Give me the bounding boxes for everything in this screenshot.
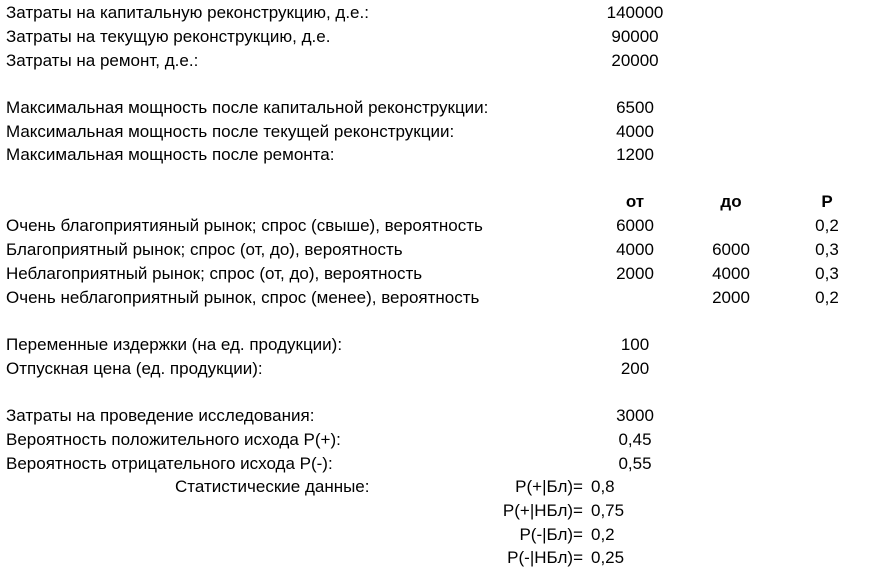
market-probability: 0,2 (815, 288, 839, 307)
cost-value: 140000 (606, 3, 664, 22)
statistics-key: P(+|Бл)= (515, 477, 583, 496)
market-row-favorable (0, 238, 875, 262)
statistics-row-1 (0, 475, 875, 499)
capacity-row-capital (0, 96, 875, 120)
cost-row-capital (0, 1, 875, 25)
statistics-value: 0,2 (591, 525, 615, 544)
market-from: 6000 (616, 216, 654, 235)
research-row-negative (0, 452, 875, 476)
statistics-row-3 (0, 523, 875, 547)
research-value: 0,45 (618, 430, 652, 449)
research-row-cost (0, 404, 875, 428)
pricing-value: 100 (620, 335, 650, 354)
market-label: Очень неблагоприятный рынок, спрос (менее), вероятность (6, 288, 480, 307)
market-header-to: до (720, 192, 742, 211)
market-label: Очень благоприятияный рынок; спрос (свыше), вероятность (6, 216, 483, 235)
statistics-row-2 (0, 499, 875, 523)
market-header-row (0, 190, 875, 214)
cost-row-current (0, 25, 875, 49)
cost-label: Затраты на ремонт, д.е.: (6, 51, 199, 70)
statistics-title: Статистические данные: (175, 477, 370, 496)
research-label: Вероятность отрицательного исхода P(-): (6, 454, 333, 473)
pricing-label: Отпускная цена (ед. продукции): (6, 359, 263, 378)
market-to: 2000 (712, 288, 750, 307)
pricing-row-price (0, 357, 875, 381)
statistics-row-4 (0, 546, 875, 570)
statistics-key: P(-|Бл)= (519, 525, 583, 544)
cost-value: 20000 (611, 51, 659, 70)
market-row-very-favorable (0, 214, 875, 238)
market-label: Неблагоприятный рынок; спрос (от, до), вероятность (6, 264, 423, 283)
statistics-value: 0,25 (591, 548, 625, 567)
market-to: 6000 (712, 240, 750, 259)
research-label: Затраты на проведение исследования: (6, 406, 315, 425)
research-value: 3000 (616, 406, 654, 425)
cost-label: Затраты на капитальную реконструкцию, д.е.: (6, 3, 369, 22)
pricing-row-variable-costs (0, 333, 875, 357)
cost-row-repair (0, 49, 875, 73)
market-header-probability: P (821, 192, 833, 211)
research-label: Вероятность положительного исхода P(+): (6, 430, 341, 449)
capacity-value: 4000 (616, 122, 654, 141)
market-header-from: от (625, 192, 645, 211)
capacity-label: Максимальная мощность после капитальной реконструкции: (6, 98, 489, 117)
market-probability: 0,2 (815, 216, 839, 235)
market-to: 4000 (712, 264, 750, 283)
market-probability: 0,3 (815, 240, 839, 259)
statistics-value: 0,8 (591, 477, 615, 496)
market-from: 2000 (616, 264, 654, 283)
statistics-value: 0,75 (591, 501, 625, 520)
market-row-very-unfavorable (0, 286, 875, 310)
capacity-row-current (0, 120, 875, 144)
capacity-label: Максимальная мощность после текущей реконструкции: (6, 122, 455, 141)
market-row-unfavorable (0, 262, 875, 286)
research-row-positive (0, 428, 875, 452)
statistics-key: P(+|НБл)= (502, 501, 583, 520)
statistics-key: P(-|НБл)= (507, 548, 583, 567)
research-value: 0,55 (618, 454, 652, 473)
market-probability: 0,3 (815, 264, 839, 283)
market-label: Благоприятный рынок; спрос (от, до), вероятность (6, 240, 403, 259)
cost-label: Затраты на текущую реконструкцию, д.е. (6, 27, 331, 46)
capacity-value: 6500 (616, 98, 654, 117)
capacity-value: 1200 (616, 145, 654, 164)
cost-value: 90000 (611, 27, 659, 46)
pricing-value: 200 (620, 359, 650, 378)
market-from: 4000 (616, 240, 654, 259)
capacity-label: Максимальная мощность после ремонта: (6, 145, 335, 164)
pricing-label: Переменные издержки (на ед. продукции): (6, 335, 343, 354)
capacity-row-repair (0, 143, 875, 167)
